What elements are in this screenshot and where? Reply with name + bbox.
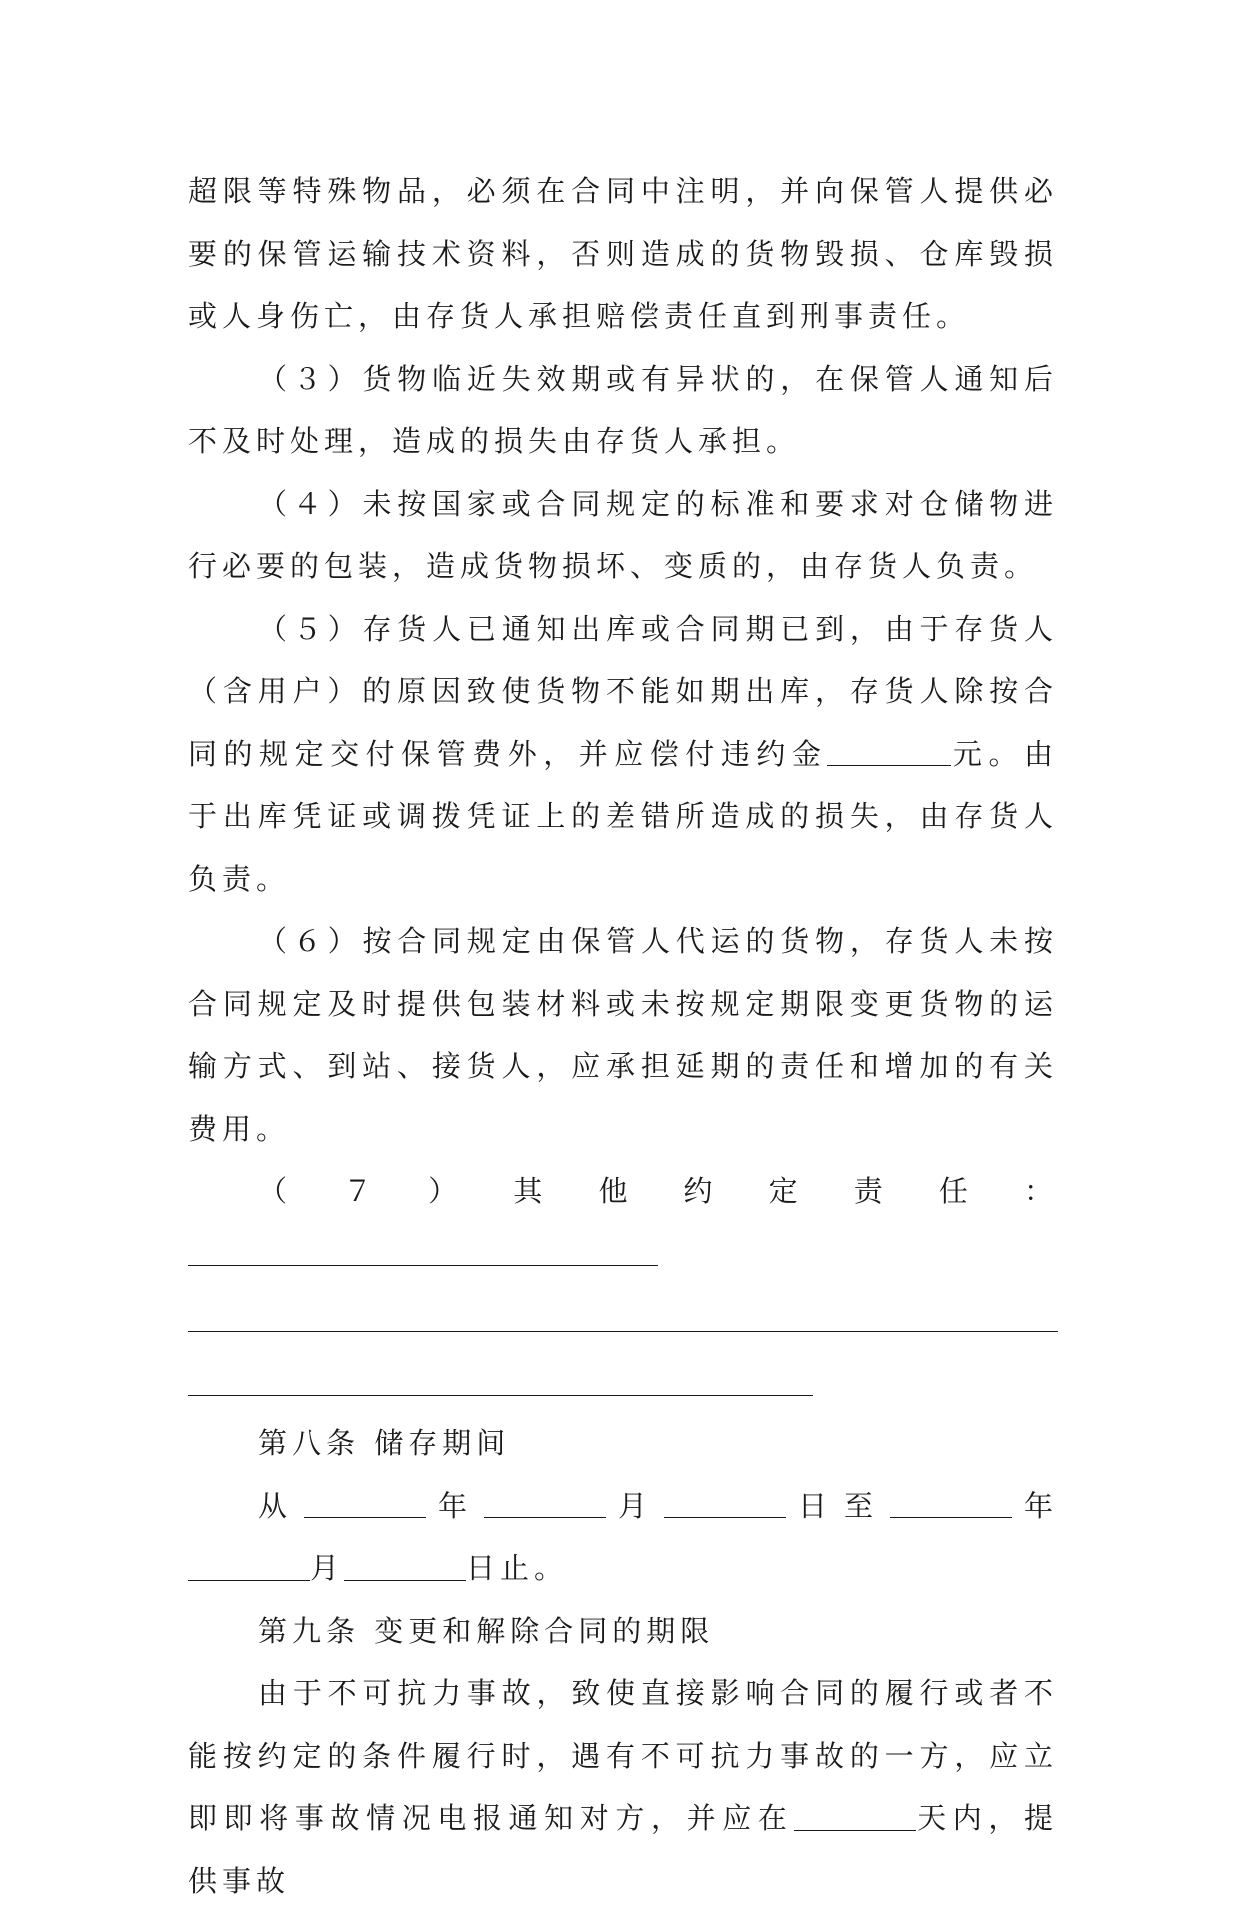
end-day-blank[interactable]: [344, 1552, 466, 1581]
clause-7-text: （７）其他约定责任：: [258, 1174, 1058, 1208]
article-8-title: 第八条 储存期间: [258, 1426, 511, 1460]
other-liability-line-1[interactable]: [188, 1285, 1058, 1332]
notice-days-blank[interactable]: [794, 1802, 916, 1831]
year2-text: 年: [1011, 1488, 1058, 1523]
end-month-blank[interactable]: [188, 1552, 310, 1581]
month2-text: 月: [310, 1551, 345, 1585]
paragraph-clause-4: （４）未按国家或合同规定的标准和要求对仓储物进行必要的包装，造成货物损坏、变质的，由存货人负责。: [188, 486, 1058, 583]
month-text: 月: [605, 1488, 664, 1523]
penalty-amount-blank[interactable]: [827, 738, 951, 767]
year-text: 年: [426, 1488, 484, 1523]
document-body: [188, 160, 1058, 1912]
end-year-blank[interactable]: [890, 1490, 1012, 1519]
clause-5-text-a: （５）存货人已通知出库或合同期已到，由于存货人（含用户）的原因致使货物不能如期出库，存货人除按合同的规定交付保管费外，并应偿付违约金: [188, 611, 1058, 771]
paragraph-clause-6: （６）按合同规定由保管人代运的货物，存货人未按合同规定及时提供包装材料或未按规定期限变更货物的运输方式、到站、接货人，应承担延期的责任和增加的有关费用。: [188, 924, 1058, 1146]
paragraph-clause-3: （３）货物临近失效期或有异状的，在保管人通知后不及时处理，造成的损失由存货人承担。: [188, 361, 1058, 458]
start-day-blank[interactable]: [664, 1490, 786, 1519]
from-text: 从: [258, 1488, 304, 1523]
article-8-period: [188, 1475, 1058, 1600]
clause-5-text-b: 元。由于出库凭证或调拨凭证上的差错所造成的损失，由存货人负责。: [188, 736, 1058, 896]
article-9-text-a: 由于不可抗力事故，致使直接影响合同的履行或者不能按约定的条件履行时，遇有不可抗力事故的一方，应立即即将事故情况电报通知对方，并应在: [188, 1676, 1058, 1835]
day-end-text: 日止。: [466, 1551, 569, 1585]
start-month-blank[interactable]: [484, 1490, 606, 1519]
article-9-title: 第九条 变更和解除合同的期限: [258, 1613, 715, 1648]
day-to-text: 日至: [785, 1488, 890, 1523]
article-9-text-b: 天内，提供事故: [188, 1801, 1058, 1898]
start-year-blank[interactable]: [304, 1490, 426, 1519]
other-liability-blank[interactable]: [188, 1238, 658, 1267]
other-liability-line-2[interactable]: [188, 1349, 813, 1396]
paragraph-clause-5: [188, 598, 1058, 911]
paragraph-special-goods: 超限等特殊物品，必须在合同中注明，并向保管人提供必要的保管运输技术资料，否则造成的货物毁损、仓库毁损或人身伤亡，由存货人承担赔偿责任直到刑事责任。: [188, 174, 1058, 333]
paragraph-clause-7: [188, 1160, 1058, 1285]
article-9-body: [188, 1662, 1058, 1912]
